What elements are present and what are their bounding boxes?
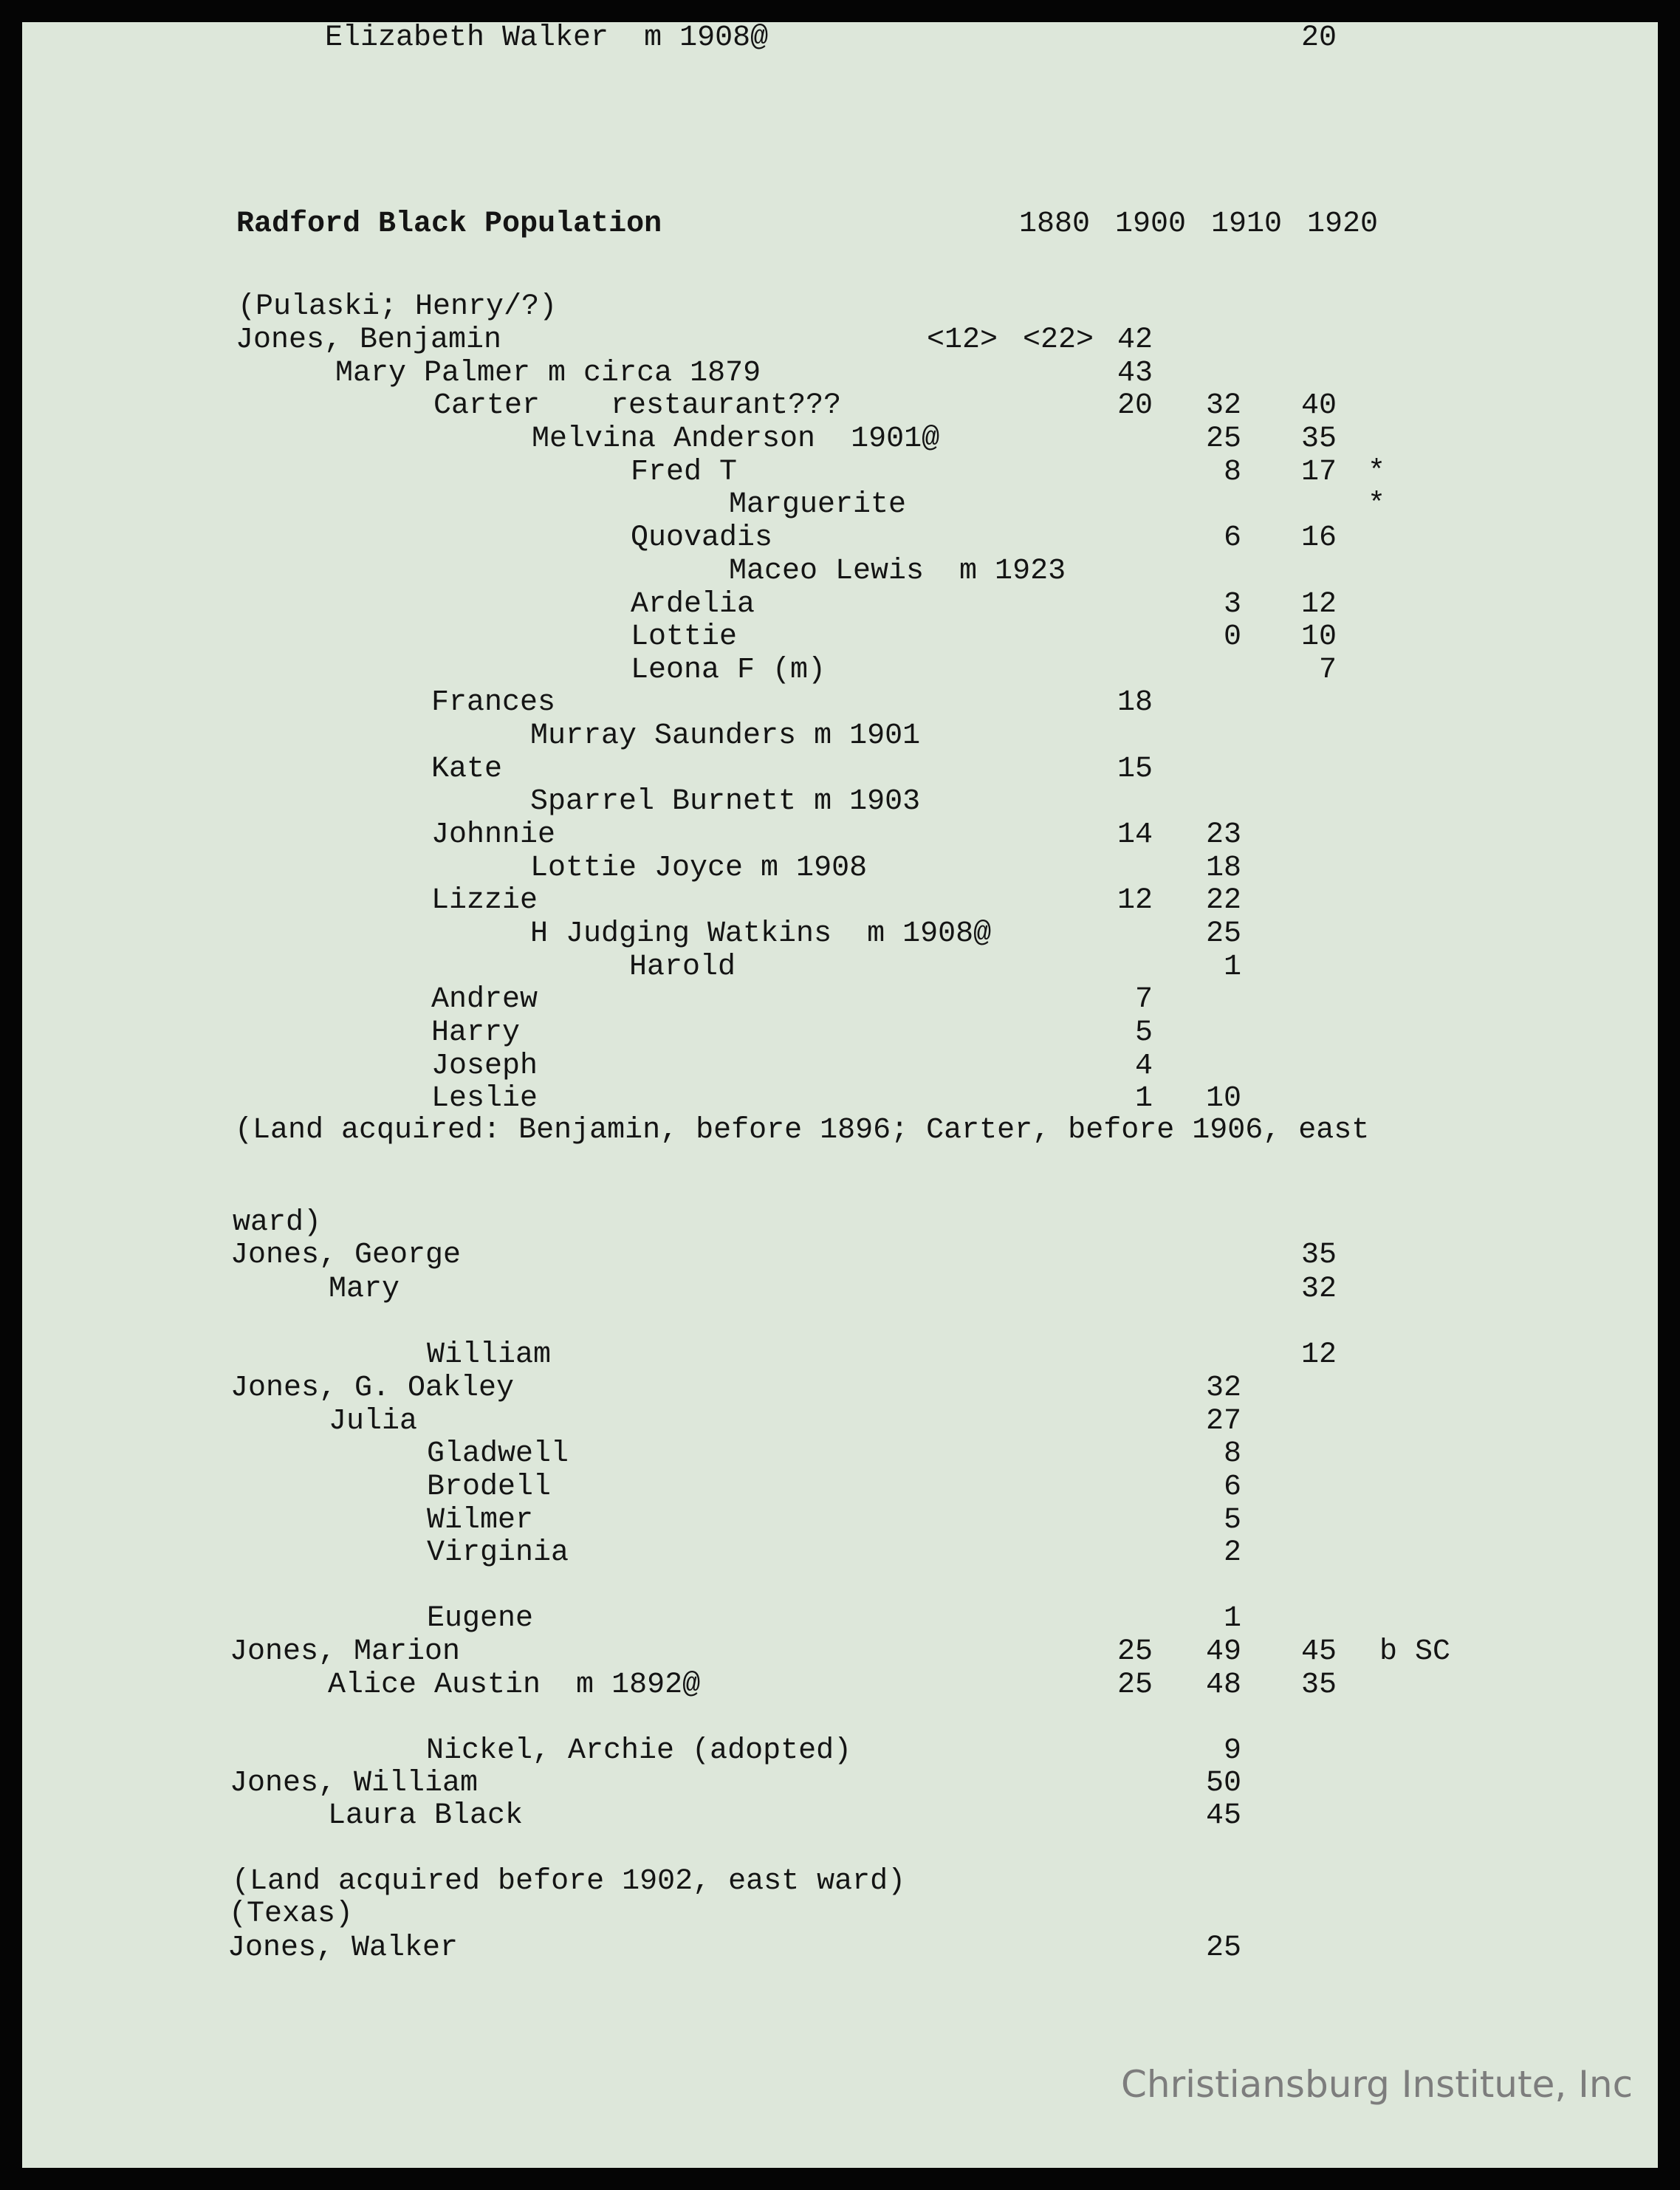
value-e: 7 — [1318, 654, 1337, 687]
record-line: Jones, Marion — [230, 1635, 461, 1669]
value-d: 45 — [1205, 1799, 1241, 1833]
record-line: Brodell — [427, 1471, 552, 1504]
value-d: 48 — [1205, 1669, 1241, 1702]
record-line: Marguerite — [729, 488, 907, 521]
record-line: Kate — [431, 753, 503, 786]
record-line: Fred T — [631, 456, 738, 489]
value-d: 8 — [1223, 1437, 1241, 1471]
record-line: Virginia — [427, 1536, 569, 1570]
birthplace-note: b SC — [1379, 1635, 1451, 1669]
value-d: 50 — [1205, 1767, 1241, 1800]
record-line: Jones, George — [230, 1239, 462, 1272]
value-e: 12 — [1300, 1338, 1337, 1372]
record-line: Nickel, Archie (adopted) — [426, 1734, 852, 1768]
record-line: Wilmer — [427, 1504, 534, 1537]
record-line: Elizabeth Walker m 1908@ — [325, 21, 769, 55]
record-line: William — [427, 1338, 552, 1372]
record-line: Sparrel Burnett m 1903 — [530, 785, 921, 818]
record-line: H Judging Watkins m 1908@ — [530, 917, 992, 951]
record-line: (Land acquired before 1902, east ward) — [232, 1865, 906, 1898]
value-d: 18 — [1205, 852, 1241, 885]
value-e: 45 — [1300, 1635, 1337, 1669]
value-c: 7 — [1134, 983, 1153, 1016]
value-d: 10 — [1205, 1082, 1241, 1115]
value-c: 12 — [1117, 884, 1153, 917]
record-line: Mary — [329, 1273, 400, 1306]
record-line: Leslie — [431, 1082, 538, 1115]
value-b: <22> — [1022, 324, 1094, 357]
value-c: 25 — [1117, 1635, 1153, 1669]
value-d: 27 — [1205, 1405, 1241, 1438]
value-d: 2 — [1223, 1536, 1241, 1570]
record-line: Jones, G. Oakley — [230, 1372, 515, 1405]
value-c: 1 — [1134, 1082, 1153, 1115]
value-c: 5 — [1134, 1016, 1153, 1050]
record-line: Harold — [629, 951, 736, 984]
record-line: Eugene — [427, 1602, 534, 1635]
value-a: <12> — [926, 324, 998, 357]
record-line: Lottie — [631, 620, 738, 654]
record-line: Leona F (m) — [631, 654, 826, 687]
record-line: ward) — [233, 1206, 322, 1239]
value-d: 25 — [1205, 1931, 1241, 1965]
record-line: Mary Palmer m circa 1879 — [335, 357, 761, 390]
value-e: 35 — [1300, 1669, 1337, 1702]
asterisk-mark: * — [1368, 488, 1386, 521]
value-d: 9 — [1223, 1734, 1241, 1768]
value-d: 5 — [1223, 1504, 1241, 1537]
year-header-1920: 1920 — [1307, 208, 1379, 241]
value-c: 42 — [1117, 324, 1153, 357]
value-e: 35 — [1300, 422, 1337, 456]
document-page — [22, 22, 1658, 2168]
record-line: Frances — [431, 686, 556, 719]
value-e: 40 — [1300, 389, 1337, 422]
value-e: 20 — [1300, 21, 1337, 55]
value-e: 16 — [1300, 521, 1337, 555]
value-c: 25 — [1117, 1669, 1153, 1702]
value-d: 32 — [1205, 389, 1241, 422]
record-line: Jones, Walker — [227, 1931, 459, 1965]
record-line: Lizzie — [431, 884, 538, 917]
record-line: Julia — [329, 1405, 418, 1438]
value-d: 25 — [1205, 917, 1241, 951]
value-d: 8 — [1223, 456, 1241, 489]
record-line: Harry — [431, 1016, 521, 1050]
value-c: 20 — [1117, 389, 1153, 422]
value-d: 32 — [1205, 1372, 1241, 1405]
record-line: (Pulaski; Henry/?) — [238, 290, 558, 324]
value-d: 0 — [1223, 620, 1241, 654]
record-line: Jones, William — [230, 1767, 479, 1800]
record-line: Laura Black — [328, 1799, 524, 1833]
value-e: 35 — [1300, 1239, 1337, 1272]
record-line: Jones, Benjamin — [236, 324, 502, 357]
record-line: Andrew — [431, 983, 538, 1016]
asterisk-mark: * — [1368, 456, 1386, 489]
value-e: 32 — [1300, 1273, 1337, 1306]
value-d: 22 — [1205, 884, 1241, 917]
value-d: 3 — [1223, 588, 1241, 621]
value-c: 43 — [1117, 357, 1153, 390]
watermark: Christiansburg Institute, Inc — [1121, 2063, 1633, 2106]
page-title: Radford Black Population — [236, 208, 662, 241]
value-d: 1 — [1223, 951, 1241, 984]
value-c: 14 — [1117, 818, 1153, 852]
value-d: 1 — [1223, 1602, 1241, 1635]
record-line: Maceo Lewis m 1923 — [729, 555, 1066, 588]
record-line: Joseph — [431, 1050, 538, 1083]
value-d: 6 — [1223, 1471, 1241, 1504]
value-e: 10 — [1300, 620, 1337, 654]
value-d: 6 — [1223, 521, 1241, 555]
year-header-1900: 1900 — [1115, 208, 1187, 241]
record-line: Gladwell — [427, 1437, 569, 1471]
record-line: Alice Austin m 1892@ — [328, 1669, 701, 1702]
record-line: Melvina Anderson 1901@ — [532, 422, 940, 456]
record-line: Lottie Joyce m 1908 — [530, 852, 868, 885]
value-c: 15 — [1117, 753, 1153, 786]
record-line: Johnnie — [431, 818, 556, 852]
value-d: 23 — [1205, 818, 1241, 852]
record-line: Murray Saunders m 1901 — [530, 719, 921, 753]
record-line: Carter restaurant??? — [433, 389, 842, 422]
record-line: (Texas) — [229, 1898, 354, 1931]
record-line: Ardelia — [631, 588, 755, 621]
value-c: 4 — [1134, 1050, 1153, 1083]
value-e: 17 — [1300, 456, 1337, 489]
year-header-1910: 1910 — [1211, 208, 1283, 241]
year-header-1880: 1880 — [1019, 208, 1091, 241]
value-e: 12 — [1300, 588, 1337, 621]
record-line: (Land acquired: Benjamin, before 1896; Carter, before 1906, east — [235, 1114, 1370, 1147]
record-line: Quovadis — [631, 521, 773, 555]
value-c: 18 — [1117, 686, 1153, 719]
value-d: 25 — [1205, 422, 1241, 456]
value-d: 49 — [1205, 1635, 1241, 1669]
